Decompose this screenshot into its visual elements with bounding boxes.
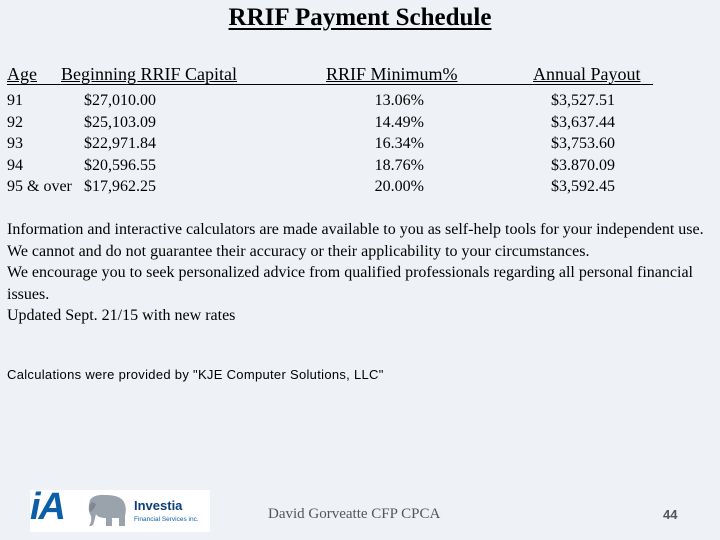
table-cell-payout: $3,753.60 [551, 135, 615, 152]
table-cell-capital: $27,010.00 [84, 92, 156, 109]
minimum-column [354, 90, 424, 198]
header-age: Age [7, 64, 37, 84]
logo-mark: iA [30, 486, 64, 528]
table-cell-payout: $3,592.45 [551, 178, 615, 195]
table-cell-minimum: 18.76% [374, 156, 424, 174]
table-cell-age: 92 [7, 113, 23, 131]
disclaimer-line: We cannot and do not guarantee their accuracy or their applicability to your circumstances. [7, 242, 590, 260]
table-cell-payout: $3,527.51 [551, 92, 615, 109]
header-payout: Annual Payout [533, 64, 641, 84]
capital-column [84, 90, 156, 198]
table-cell-age: 94 [7, 156, 23, 174]
logo-subtitle: Financial Services inc. [134, 516, 199, 523]
disclaimer-line: We encourage you to seek personalized advice from qualified professionals regarding all personal financial issues. [7, 264, 693, 303]
page-title: RRIF Payment Schedule [228, 4, 492, 31]
table-cell-capital: $17,962.25 [84, 178, 156, 195]
table-cell-minimum: 14.49% [374, 113, 424, 131]
calculation-credit: Calculations were provided by "KJE Computer Solutions, LLC" [7, 367, 384, 382]
elephant-icon [84, 492, 130, 530]
header-divider [7, 84, 653, 85]
table-cell-minimum: 13.06% [374, 92, 424, 109]
table-cell-capital: $22,971.84 [84, 135, 156, 152]
disclaimer-line: Information and interactive calculators are made available to you as self-help tools for your independent use. [7, 221, 704, 238]
header-capital: Beginning RRIF Capital [61, 64, 238, 84]
table-cell-minimum: 20.00% [374, 178, 424, 195]
age-column [7, 90, 72, 198]
table-cell-age: 93 [7, 135, 23, 152]
table-cell-age: 95 & over [7, 178, 72, 195]
header-minimum: RRIF Minimum% [326, 64, 458, 84]
disclaimer [7, 219, 717, 327]
logo-brand: Investia [134, 498, 183, 513]
page-number: 44 [663, 507, 678, 522]
company-logo [30, 486, 210, 532]
presenter-name: David Gorveatte CFP CPCA [268, 506, 441, 522]
table-cell-minimum: 16.34% [374, 135, 424, 152]
table-cell-capital: $20,596.55 [84, 156, 156, 174]
update-note: Updated Sept. 21/15 with new rates [7, 307, 236, 325]
table-cell-payout: $3,637.44 [551, 113, 615, 131]
table-cell-capital: $25,103.09 [84, 113, 156, 131]
table-cell-payout: $3.870.09 [551, 156, 615, 174]
table-cell-age: 91 [7, 92, 23, 109]
payout-column [530, 90, 615, 198]
